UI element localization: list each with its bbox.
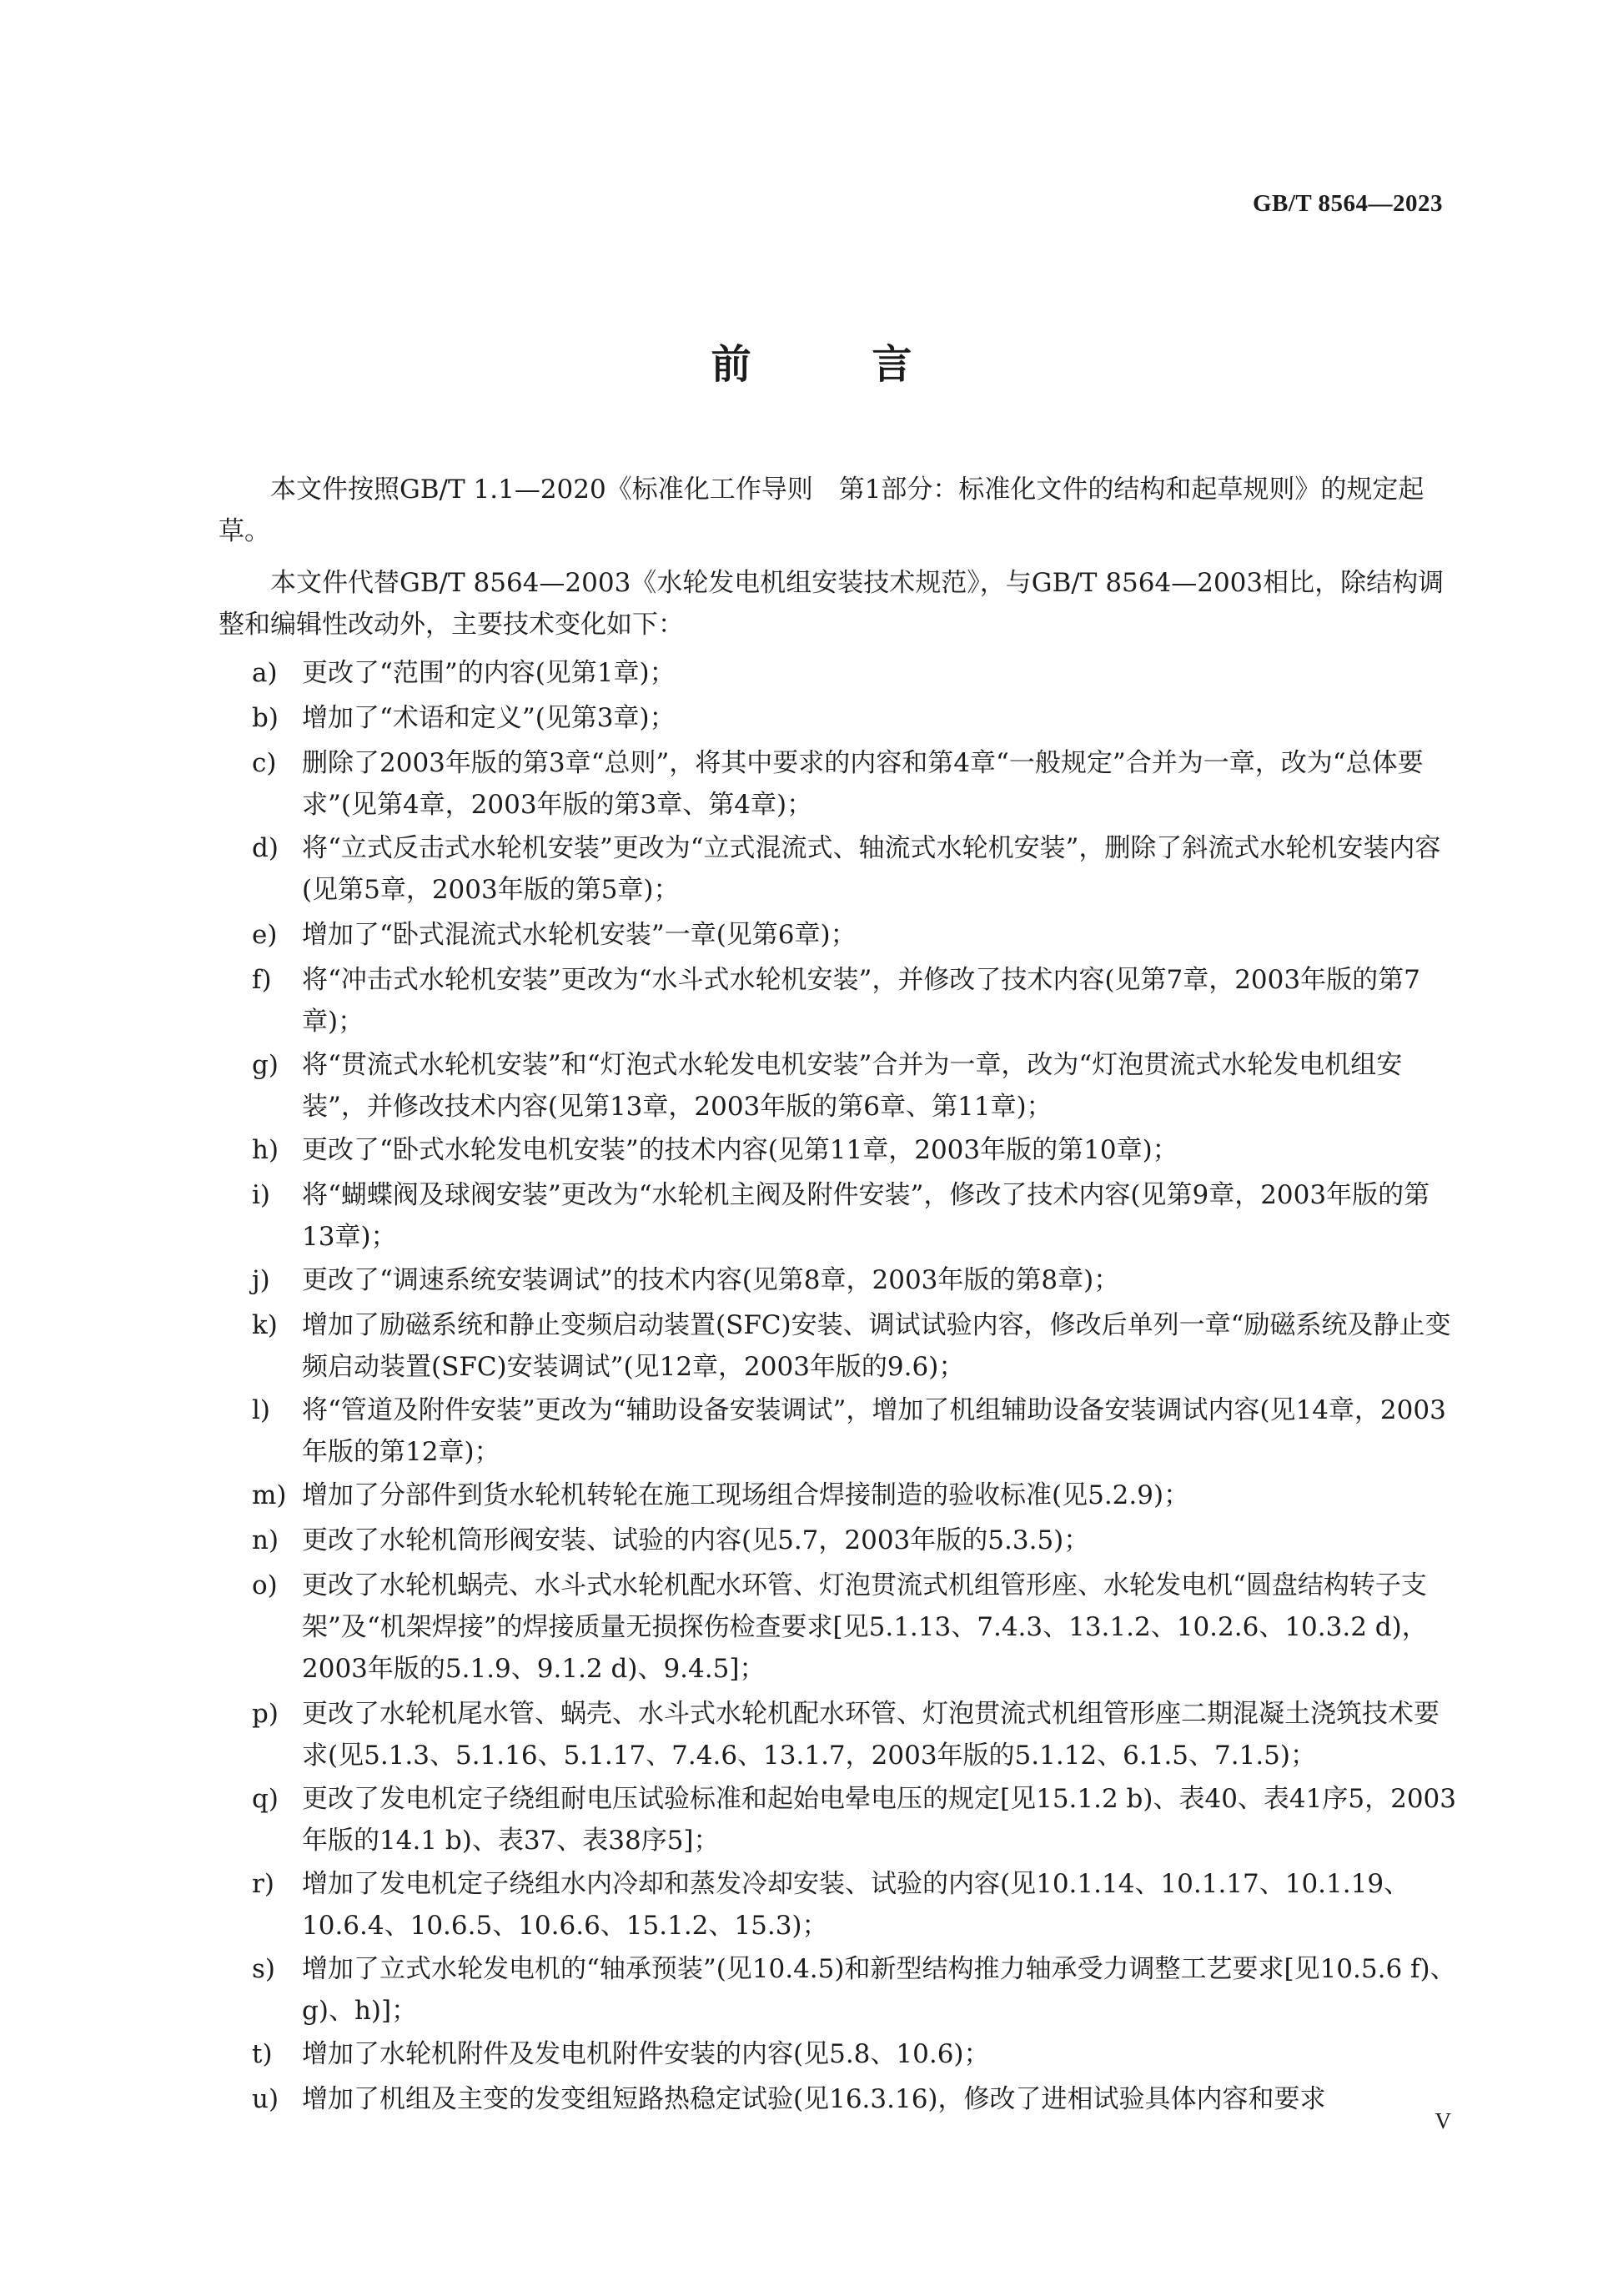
list-item-label: f) (252, 965, 272, 995)
list-item-label: h) (252, 1135, 279, 1165)
list-item-text: 更改了水轮机尾水管、蜗壳、水斗式水轮机配水环管、灯泡贯流式机组管形座二期混凝土浇筑技术要求(见5.1.3、5.1.16、5.1.17、7.4.6、13.1.7，2003年版的5.1.12、6.1.5、7.1.5)； (302, 1699, 1440, 1771)
list-item-text: 将“管道及附件安装”更改为“辅助设备安装调试”，增加了机组辅助设备安装调试内容(见14章，2003年版的第12章)； (302, 1395, 1446, 1467)
list-item-label: a) (252, 658, 278, 688)
list-item-label: p) (252, 1699, 279, 1729)
intro-paragraph: 本文件代替GB/T 8564—2003《水轮发电机组安装技术规范》，与GB/T 8564—2003相比，除结构调整和编辑性改动外，主要技术变化如下： (219, 568, 1445, 640)
list-item-text: 增加了立式水轮发电机的“轴承预装”(见10.4.5)和新型结构推力轴承受力调整工艺要求[见10.5.6 f)、g)、h)]； (302, 1954, 1456, 2026)
list-item-label: n) (252, 1525, 279, 1555)
list-item-label: m) (252, 1480, 287, 1510)
list-item-label: b) (252, 703, 279, 733)
list-item-label: k) (252, 1310, 278, 1340)
list-item-text: 增加了机组及主变的发变组短路热稳定试验(见16.3.16)，修改了进相试验具体内容和要求 (302, 2084, 1326, 2114)
list-item-label: u) (252, 2084, 279, 2114)
list-item-label: e) (252, 920, 278, 950)
list-item-label: g) (252, 1050, 279, 1080)
list-item-text: 更改了“调速系统安装调试”的技术内容(见第8章，2003年版的第8章)； (302, 1265, 1120, 1295)
document-code: GB/T 8564—2023 (1252, 190, 1443, 217)
list-item-text: 更改了“卧式水轮发电机安装”的技术内容(见第11章，2003年版的第10章)； (302, 1135, 1178, 1165)
list-item-label: t) (252, 2039, 273, 2069)
page-number: V (1435, 2108, 1451, 2133)
list-item-label: c) (252, 748, 277, 778)
list-item-text: 增加了“卧式混流式水轮机安装”一章(见第6章)； (302, 920, 857, 950)
list-item-text: 增加了“术语和定义”(见第3章)； (302, 703, 676, 733)
list-item-text: 增加了分部件到货水轮机转轮在施工现场组合焊接制造的验收标准(见5.2.9)； (302, 1480, 1190, 1510)
list-item-label: r) (252, 1869, 274, 1899)
list-item-text: 更改了水轮机蜗壳、水斗式水轮机配水环管、灯泡贯流式机组管形座、水轮发电机“圆盘结构转子支架”及“机架焊接”的焊接质量无损探伤检查要求[见5.1.13、7.4.3、13.1.2、10.2.6、10.3.2 d)，2003年版的5.1.9、9.1.2 d)、9.4.5]； (302, 1570, 1428, 1684)
list-item-text: 将“蝴蝶阀及球阀安装”更改为“水轮机主阀及附件安装”，修改了技术内容(见第9章，2003年版的第13章)； (302, 1180, 1430, 1252)
list-item-label: l) (252, 1395, 271, 1425)
list-item-label: d) (252, 833, 279, 863)
page-title: 前 言 (711, 341, 966, 388)
list-item-text: 更改了水轮机筒形阀安装、试验的内容(见5.7，2003年版的5.3.5)； (302, 1525, 1090, 1555)
list-item-label: o) (252, 1570, 278, 1600)
list-item-text: 将“立式反击式水轮机安装”更改为“立式混流式、轴流式水轮机安装”，删除了斜流式水轮机安装内容(见第5章，2003年版的第5章)； (302, 833, 1441, 905)
intro-paragraph: 本文件按照GB/T 1.1—2020《标准化工作导则 第1部分：标准化文件的结构和起草规则》的规定起草。 (219, 475, 1425, 546)
list-item-text: 更改了发电机定子绕组耐电压试验标准和起始电晕电压的规定[见15.1.2 b)、表40、表41序5，2003年版的14.1 b)、表37、表38序5]； (302, 1784, 1456, 1856)
list-item-text: 增加了水轮机附件及发电机附件安装的内容(见5.8、10.6)； (302, 2039, 990, 2069)
list-item-text: 增加了发电机定子绕组水内冷却和蒸发冷却安装、试验的内容(见10.1.14、10.1.17、10.1.19、10.6.4、10.6.5、10.6.6、15.1.2、15.3)； (302, 1869, 1410, 1941)
list-item-text: 删除了2003年版的第3章“总则”，将其中要求的内容和第4章“一般规定”合并为一章，改为“总体要求”(见第4章，2003年版的第3章、第4章)； (302, 748, 1424, 820)
list-item-label: i) (252, 1180, 271, 1210)
list-item-label: s) (252, 1954, 276, 1984)
list-item-text: 将“冲击式水轮机安装”更改为“水斗式水轮机安装”，并修改了技术内容(见第7章，2003年版的第7章)； (302, 965, 1420, 1037)
list-item-text: 更改了“范围”的内容(见第1章)； (302, 658, 676, 688)
list-item-text: 增加了励磁系统和静止变频启动装置(SFC)安装、调试试验内容，修改后单列一章“励磁系统及静止变频启动装置(SFC)安装调试”(见12章，2003年版的9.6)； (302, 1310, 1451, 1382)
list-item-text: 将“贯流式水轮机安装”和“灯泡式水轮发电机安装”合并为一章，改为“灯泡贯流式水轮发电机组安装”，并修改技术内容(见第13章，2003年版的第6章、第11章)； (302, 1050, 1403, 1122)
list-item-label: q) (252, 1784, 279, 1814)
list-item-label: j) (252, 1265, 270, 1295)
